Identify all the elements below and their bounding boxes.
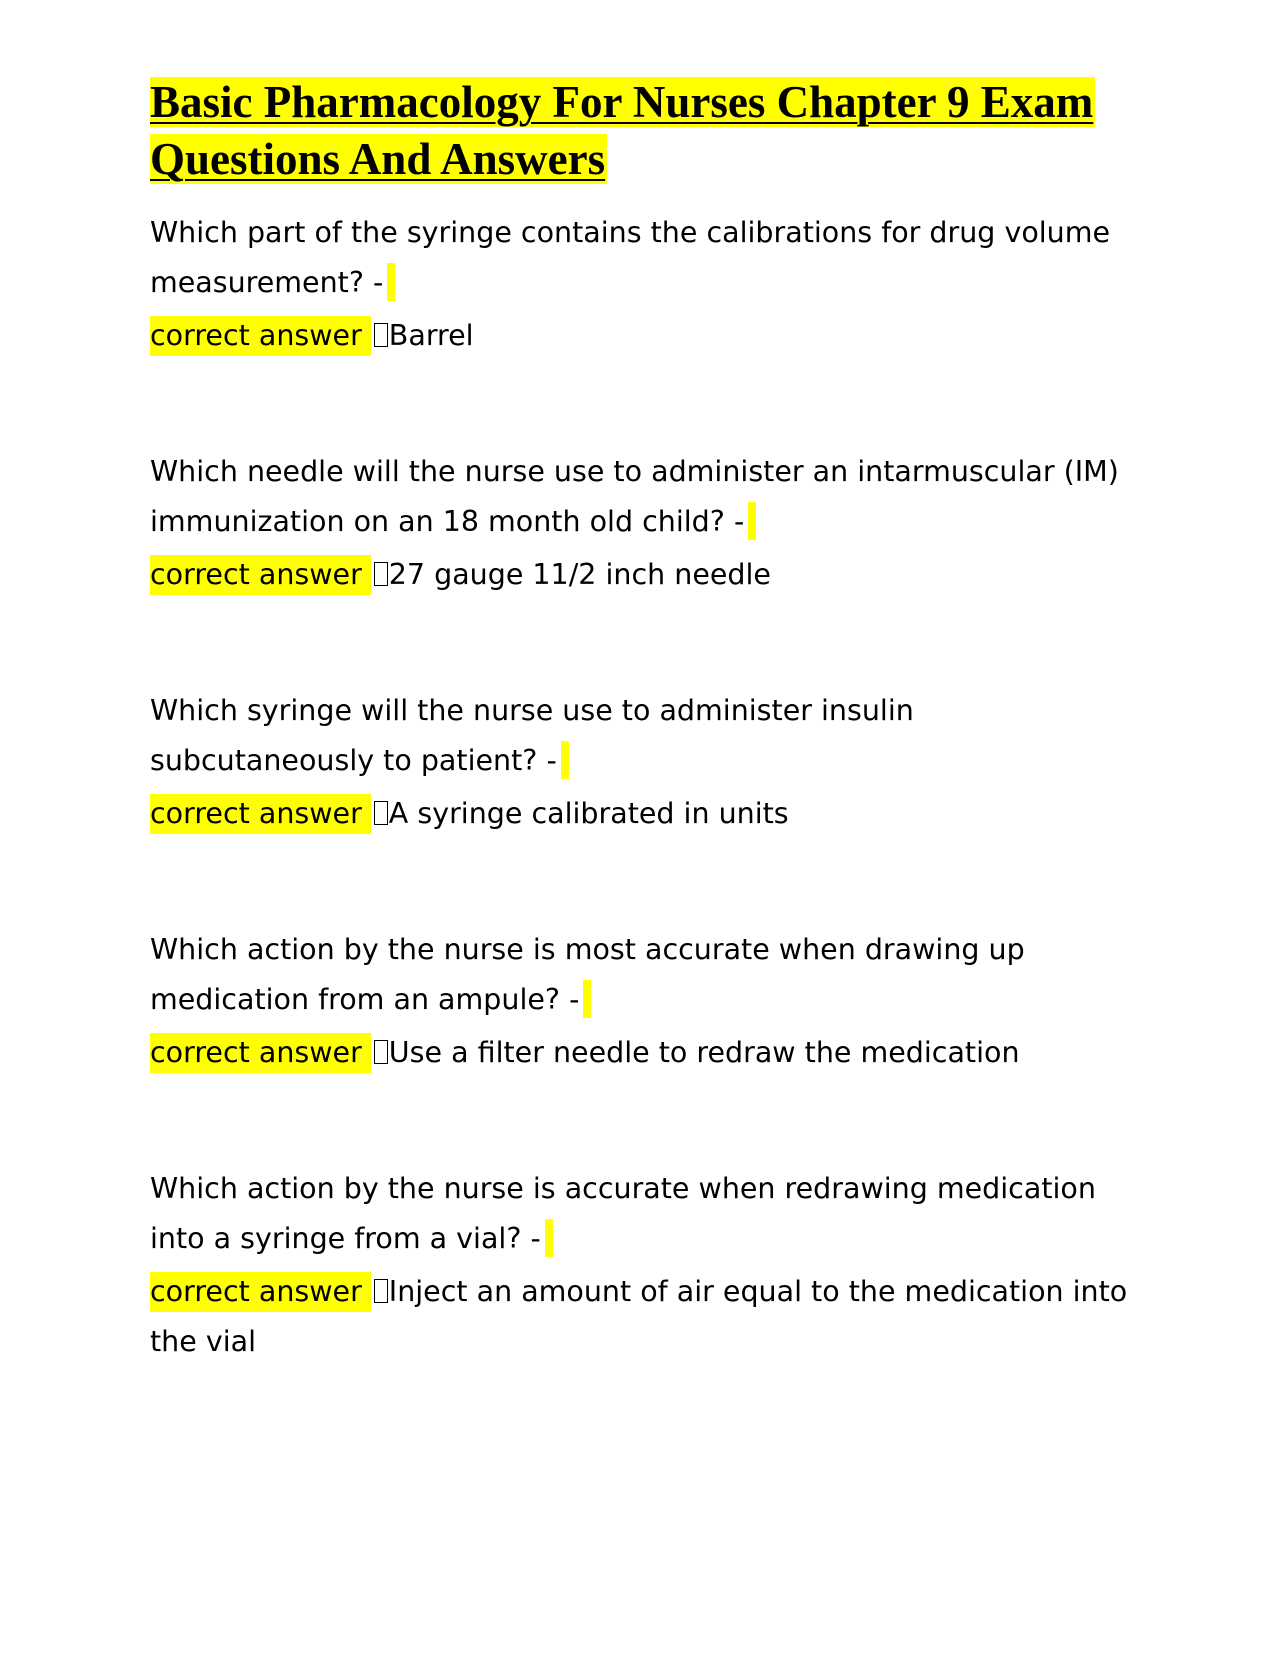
highlight-marker: [545, 1219, 553, 1257]
answer-line: [150, 1028, 1130, 1078]
qa-item-1: [150, 208, 1130, 447]
question-4: Which action by the nurse is most accurate when drawing up medication from an ampule? -: [150, 933, 1025, 1016]
question-5: Which action by the nurse is accurate when redrawing medication into a syringe from a vial? -: [150, 1172, 1096, 1255]
answer-line: [150, 789, 1130, 839]
answer-label: correct answer: [150, 316, 371, 356]
question-text: [150, 686, 1130, 786]
answer-label: correct answer: [150, 794, 371, 834]
qa-item-4: [150, 925, 1130, 1164]
qa-item-2: [150, 447, 1130, 686]
missing-glyph-icon: [374, 323, 388, 347]
highlight-marker: [561, 741, 569, 779]
answer-line: [150, 311, 1130, 361]
missing-glyph-icon: [374, 562, 388, 586]
answer-line: [150, 550, 1130, 600]
qa-item-5: [150, 1164, 1130, 1367]
answer-label: correct answer: [150, 1272, 371, 1312]
answer-4: Use a filter needle to redraw the medication: [388, 1036, 1020, 1069]
answer-label: correct answer: [150, 1033, 371, 1073]
question-text: [150, 208, 1130, 308]
missing-glyph-icon: [374, 1040, 388, 1064]
answer-5: Inject an amount of air equal to the medication into the vial: [150, 1275, 1128, 1358]
question-text: [150, 925, 1130, 1025]
page-title-text: Basic Pharmacology For Nurses Chapter 9 Exam Questions And Answers: [150, 77, 1094, 184]
question-2: Which needle will the nurse use to administer an intarmuscular (IM) immunization on an 18 month old child? -: [150, 455, 1119, 538]
highlight-marker: [748, 502, 756, 540]
qa-item-3: [150, 686, 1130, 925]
question-text: [150, 447, 1130, 547]
answer-1: Barrel: [388, 319, 474, 352]
answer-2: 27 gauge 11/2 inch needle: [388, 558, 771, 591]
answer-3: A syringe calibrated in units: [388, 797, 789, 830]
missing-glyph-icon: [374, 801, 388, 825]
missing-glyph-icon: [374, 1279, 388, 1303]
highlight-marker: [387, 263, 395, 301]
page-title: [150, 74, 1130, 188]
question-1: Which part of the syringe contains the calibrations for drug volume measurement? -: [150, 216, 1111, 299]
answer-label: correct answer: [150, 555, 371, 595]
document-content: [150, 74, 1130, 1367]
qa-list: [150, 208, 1130, 1367]
question-text: [150, 1164, 1130, 1264]
question-3: Which syringe will the nurse use to administer insulin subcutaneously to patient? -: [150, 694, 914, 777]
highlight-marker: [583, 980, 591, 1018]
answer-line: [150, 1267, 1130, 1367]
